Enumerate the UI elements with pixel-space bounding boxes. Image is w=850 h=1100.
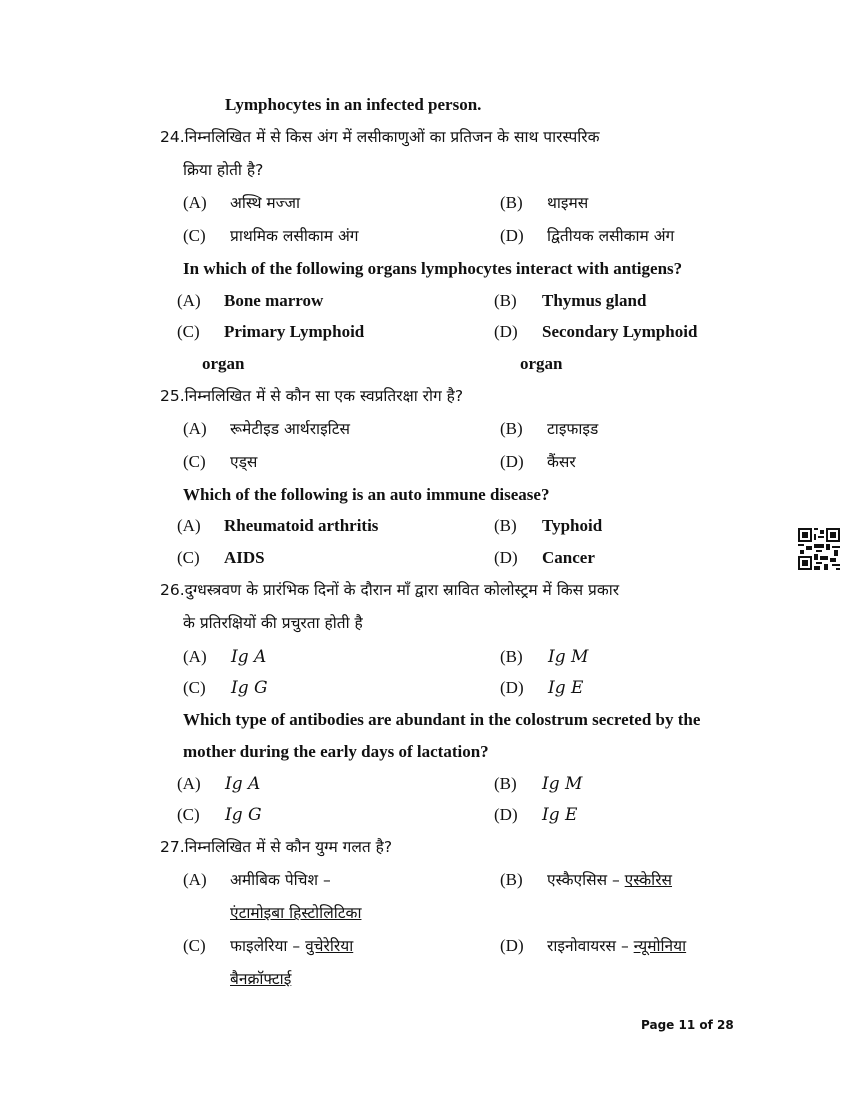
q27-option-c-line2: बैनक्रॉफ्टाई xyxy=(230,970,292,988)
option-label: (D) xyxy=(494,548,518,567)
q26-hi-option-b: Ig M xyxy=(548,647,589,667)
option-label: (A) xyxy=(183,419,207,438)
option-label: (C) xyxy=(177,322,200,341)
q24-en-option-c-cont: organ xyxy=(202,354,245,373)
q24-en-option-b: Thymus gland xyxy=(542,291,647,310)
q27-option-a-line1: अमीबिक पेचिश – xyxy=(230,871,331,889)
q26-en-option-d: Ig E xyxy=(542,805,578,825)
q27-option-c-underlined: वुचेरेरिया xyxy=(305,937,354,955)
q25-hindi-line1: 25.निम्नलिखित में से कौन सा एक स्वप्रतिरक्षा रोग है? xyxy=(160,387,464,405)
q26-hi-option-d: Ig E xyxy=(548,678,584,698)
q26-hi-option-c: Ig G xyxy=(231,678,268,698)
q24-english-question: In which of the following organs lymphocytes interact with antigens? xyxy=(183,259,683,278)
q27-option-a-line2: एंटामोइबा हिस्टोलिटिका xyxy=(230,904,362,922)
q24-hi-option-c: प्राथमिक लसीकाम अंग xyxy=(230,227,359,245)
q27-option-b-text: एस्कैएसिस – xyxy=(547,871,620,889)
q24-hi-option-a: अस्थि मज्जा xyxy=(230,194,301,212)
q25-hi-option-a: रूमेटीइड आर्थराइटिस xyxy=(230,420,350,438)
q26-hindi-line1: 26.दुग्धस्त्रवण के प्रारंभिक दिनों के दौरान माँ द्वारा स्रावित कोलोस्ट्रम में किस प्रकार xyxy=(160,581,620,599)
q24-hindi-line1: 24.निम्नलिखित में से किस अंग में लसीकाणुओं का प्रतिजन के साथ पारस्परिक xyxy=(160,128,600,146)
q25-hi-option-b: टाइफाइड xyxy=(547,420,599,438)
option-label: (B) xyxy=(500,870,523,889)
q24-en-option-c: Primary Lymphoid xyxy=(224,322,365,341)
q26-english-line1: Which type of antibodies are abundant in the colostrum secreted by the xyxy=(183,710,701,729)
option-label: (B) xyxy=(500,193,523,212)
option-label: (A) xyxy=(183,647,207,666)
option-label: (C) xyxy=(183,678,206,697)
option-label: (C) xyxy=(177,548,200,567)
option-label: (D) xyxy=(494,805,518,824)
option-label: (A) xyxy=(177,774,201,793)
q25-english-question: Which of the following is an auto immune disease? xyxy=(183,485,550,504)
option-label: (B) xyxy=(494,291,517,310)
q25-hi-option-d: कैंसर xyxy=(547,453,576,471)
q27-option-d-underlined: न्यूमोनिया xyxy=(633,937,687,955)
q26-en-option-b: Ig M xyxy=(542,774,583,794)
option-label: (D) xyxy=(494,322,518,341)
q24-en-option-d-cont: organ xyxy=(520,354,563,373)
option-label: (D) xyxy=(500,936,524,955)
q26-english-line2: mother during the early days of lactation? xyxy=(183,742,489,761)
option-label: (C) xyxy=(183,452,206,471)
q27-option-c-text: फाइलेरिया – xyxy=(230,937,301,955)
option-label: (A) xyxy=(183,870,207,889)
q26-hindi-line2: के प्रतिरक्षियों की प्रचुरता होती है xyxy=(183,614,363,632)
option-label: (C) xyxy=(177,805,200,824)
q26-en-option-a: Ig A xyxy=(225,774,261,794)
option-label: (A) xyxy=(177,291,201,310)
q25-en-option-c: AIDS xyxy=(224,548,265,567)
option-label: (D) xyxy=(500,678,524,697)
page-number: Page 11 of 28 xyxy=(641,1018,734,1032)
q24-en-option-a: Bone marrow xyxy=(224,291,324,310)
q26-en-option-c: Ig G xyxy=(225,805,262,825)
qr-code-icon xyxy=(798,528,840,570)
q24-hindi-line2: क्रिया होती है? xyxy=(183,161,264,179)
q27-option-d xyxy=(547,935,686,957)
option-label: (B) xyxy=(500,647,523,666)
q25-en-option-a: Rheumatoid arthritis xyxy=(224,516,379,535)
q25-en-option-d: Cancer xyxy=(542,548,595,567)
q24-hi-option-b: थाइमस xyxy=(547,194,589,212)
option-label: (B) xyxy=(494,516,517,535)
option-label: (D) xyxy=(500,226,524,245)
q24-hi-option-d: द्वितीयक लसीकाम अंग xyxy=(547,227,675,245)
continuation-line: Lymphocytes in an infected person. xyxy=(225,95,482,114)
q27-option-d-text: राइनोवायरस – xyxy=(547,937,629,955)
q27-option-b xyxy=(547,869,672,891)
q26-hi-option-a: Ig A xyxy=(231,647,267,667)
q27-option-b-underlined: एस्केरिस xyxy=(624,871,673,889)
q27-option-c xyxy=(230,935,353,957)
q25-en-option-b: Typhoid xyxy=(542,516,603,535)
option-label: (C) xyxy=(183,226,206,245)
option-label: (B) xyxy=(494,774,517,793)
q24-en-option-d: Secondary Lymphoid xyxy=(542,322,698,341)
q25-hi-option-c: एड्स xyxy=(230,453,258,471)
q27-hindi-line1: 27.निम्नलिखित में से कौन युग्म गलत है? xyxy=(160,838,393,856)
option-label: (B) xyxy=(500,419,523,438)
option-label: (A) xyxy=(177,516,201,535)
option-label: (D) xyxy=(500,452,524,471)
option-label: (A) xyxy=(183,193,207,212)
option-label: (C) xyxy=(183,936,206,955)
